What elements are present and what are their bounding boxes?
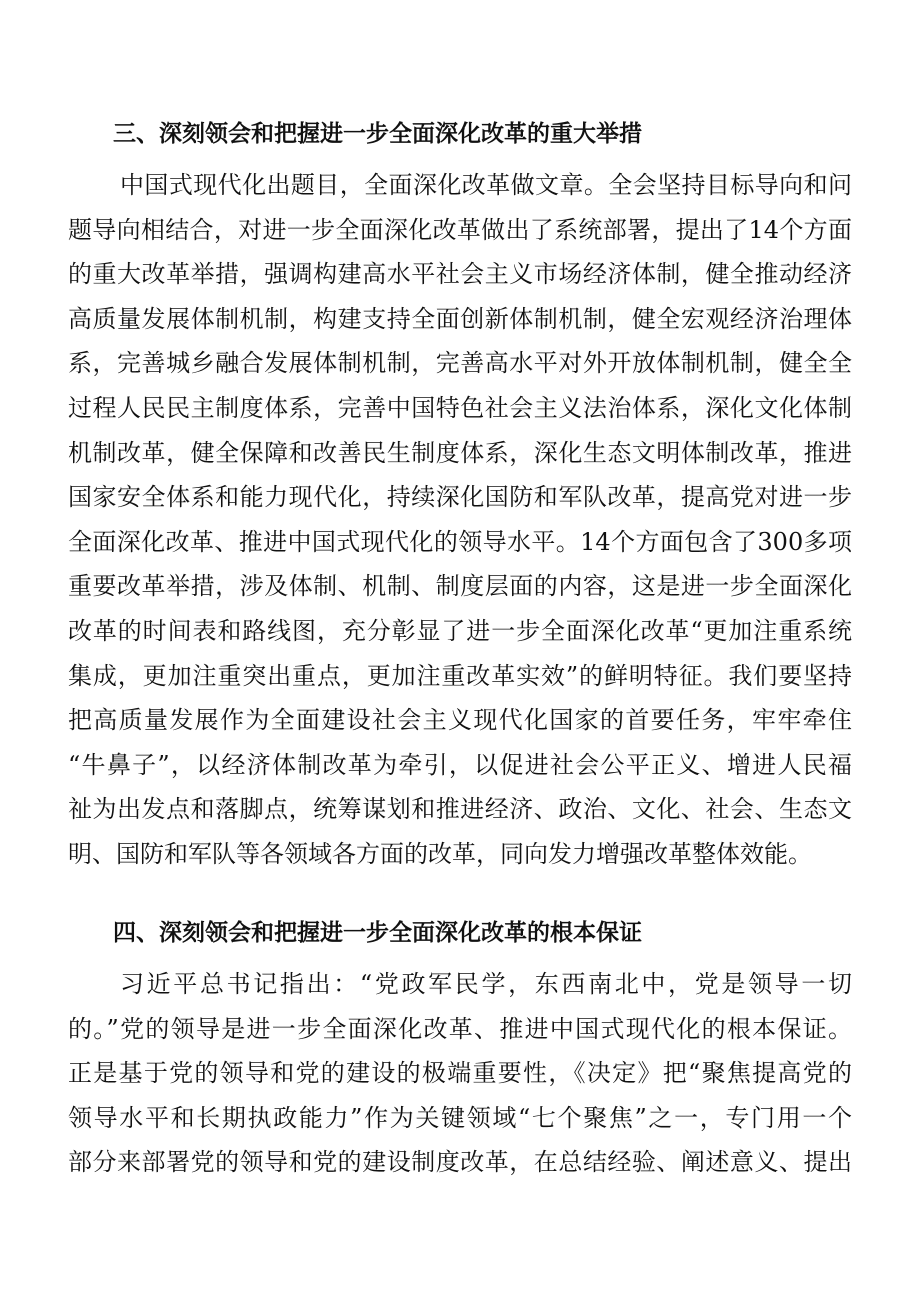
paragraph-line: 领导水平和长期执政能力”作为关键领域“七个聚焦”之一，专门用一个 — [68, 1103, 852, 1132]
paragraph-line: 把高质量发展作为全面建设社会主义现代化国家的首要任务，牢牢牵住 — [68, 706, 852, 735]
paragraph-line: 重要改革举措，涉及体制、机制、制度层面的内容，这是进一步全面深化 — [68, 572, 852, 601]
section-4-heading: 四、深刻领会和把握进一步全面深化改革的根本保证 — [113, 920, 642, 946]
paragraph-line: 机制改革，健全保障和改善民生制度体系，深化生态文明体制改革，推进 — [68, 438, 852, 467]
paragraph-line: 中国式现代化出题目，全面深化改革做文章。全会坚持目标导向和问 — [120, 171, 852, 199]
section-3-heading: 三、深刻领会和把握进一步全面深化改革的重大举措 — [113, 121, 642, 147]
paragraph-line: 习近平总书记指出：“党政军民学，东西南北中，党是领导一切 — [120, 970, 852, 998]
paragraph-line: 系，完善城乡融合发展体制机制，完善高水平对外开放体制机制，健全全 — [68, 349, 852, 378]
paragraph-line: 全面深化改革、推进中国式现代化的领导水平。14个方面包含了300多项 — [68, 527, 852, 556]
paragraph-line: 部分来部署党的领导和党的建设制度改革，在总结经验、阐述意义、提出 — [68, 1148, 852, 1177]
paragraph-line: 的。”党的领导是进一步全面深化改革、推进中国式现代化的根本保证。 — [68, 1014, 852, 1043]
paragraph-line: 过程人民民主制度体系，完善中国特色社会主义法治体系，深化文化体制 — [68, 393, 852, 422]
paragraph-line: 明、国防和军队等各领域各方面的改革，同向发力增强改革整体效能。 — [68, 839, 812, 868]
paragraph-line: 的重大改革举措，强调构建高水平社会主义市场经济体制，健全推动经济 — [68, 260, 852, 289]
paragraph-line: 改革的时间表和路线图，充分彰显了进一步全面深化改革“更加注重系统 — [68, 616, 852, 645]
section-3-paragraph — [68, 163, 852, 877]
section-4-paragraph — [68, 962, 852, 1185]
paragraph-line: 国家安全体系和能力现代化，持续深化国防和军队改革，提高党对进一步 — [68, 483, 852, 512]
paragraph-line: 正是基于党的领导和党的建设的极端重要性，《决定》把“聚焦提高党的 — [68, 1059, 852, 1088]
paragraph-line: 题导向相结合，对进一步全面深化改革做出了系统部署，提出了14个方面 — [68, 215, 852, 244]
paragraph-line: 祉为出发点和落脚点，统筹谋划和推进经济、政治、文化、社会、生态文 — [68, 795, 852, 824]
paragraph-line: 高质量发展体制机制，构建支持全面创新体制机制，健全宏观经济治理体 — [68, 304, 852, 333]
paragraph-line: 集成，更加注重突出重点，更加注重改革实效”的鲜明特征。我们要坚持 — [68, 661, 852, 690]
paragraph-line: “牛鼻子”，以经济体制改革为牵引，以促进社会公平正义、增进人民福 — [68, 750, 852, 779]
